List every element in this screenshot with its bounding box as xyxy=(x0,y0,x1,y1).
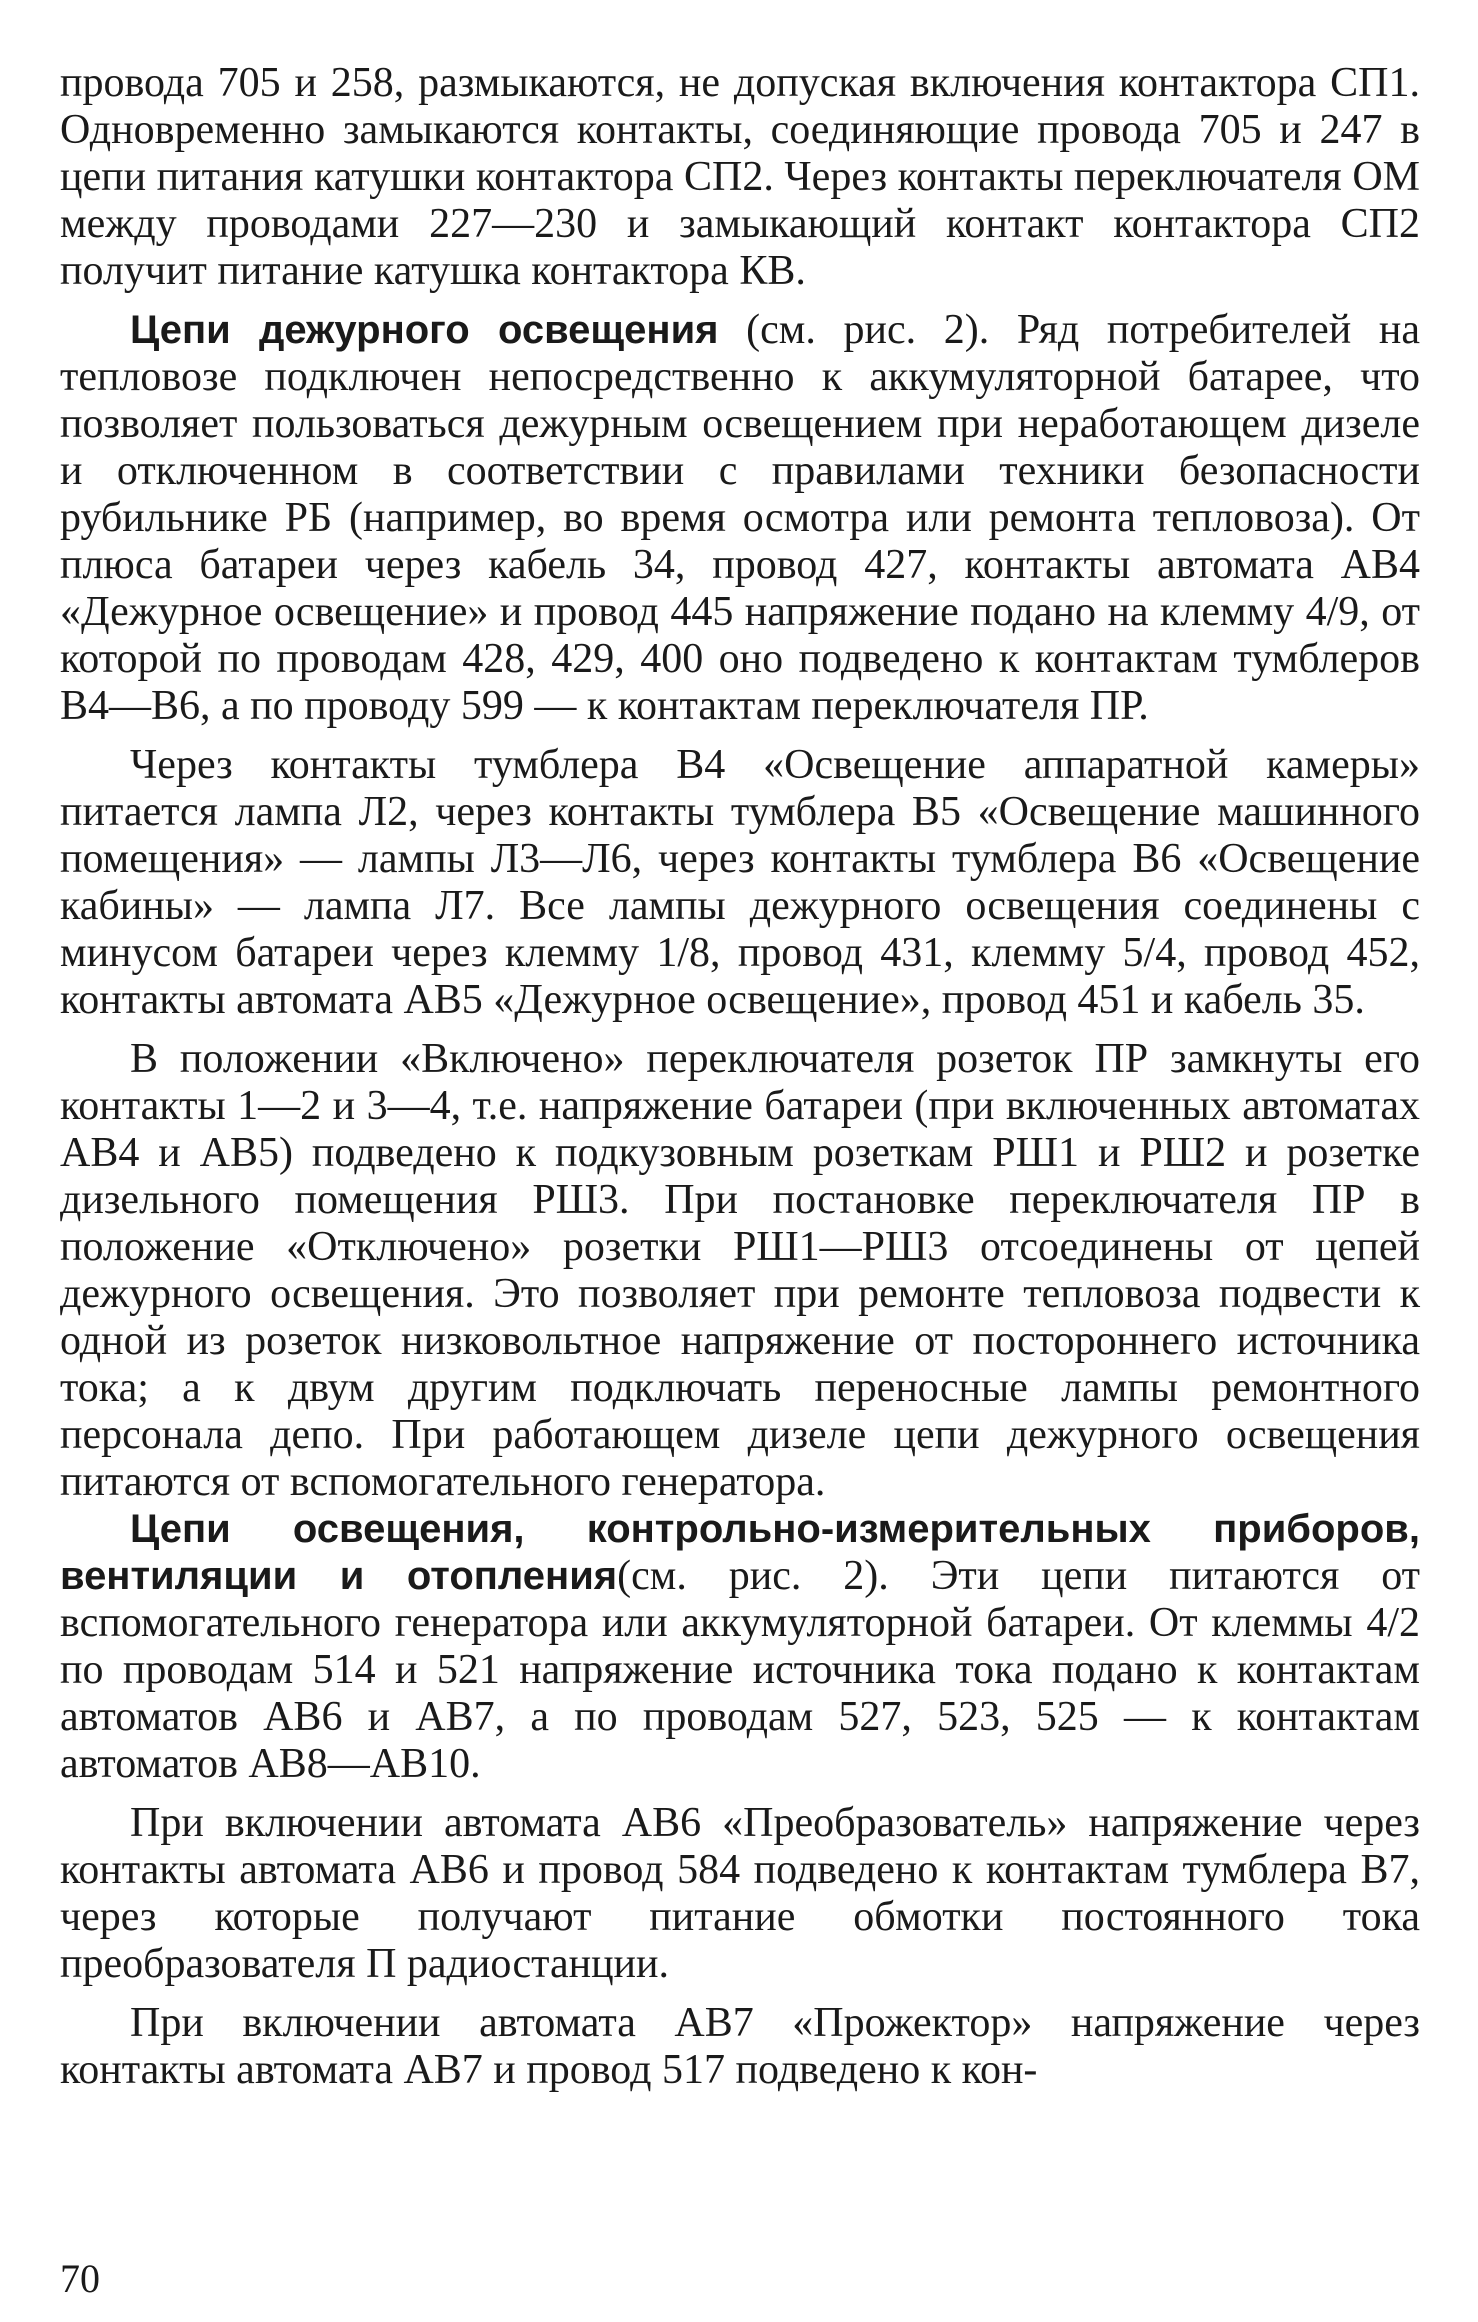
section-heading-standby-lighting: Цепи дежурного освещения xyxy=(130,308,719,352)
paragraph-text: При включении автомата АВ7 «Прожектор» напряжение через контакты автомата АВ7 и провод 517 подведено к кон- xyxy=(60,2000,1420,2093)
paragraph-text: (см. рис. 2). Ряд потребителей на тепловозе подключен непосредственно к аккумуляторной батарее, что позволяет пользоваться дежурным освещением при неработающем дизеле и отключенном в соответствии с правилами техники безопасности рубильнике РБ (например, во время осмотра или ремонта тепловоза). От плюса батареи через кабель 34, провод 427, контакты автомата АВ4 «Дежурное освещение» и провод 445 напряжение подано на клемму 4/9, от которой по проводам 428, 429, 400 оно подведено к контактам тумблеров В4—В6, а по проводу 599 — к контактам переключателя ПР. xyxy=(60,307,1420,729)
paragraph-6 xyxy=(60,1800,1420,1988)
page-number: 70 xyxy=(60,2256,100,2301)
paragraph-text: (см. рис. 2). Эти цепи питаются от вспомогательного генератора или аккумуляторной батареи. От клеммы 4/2 по проводам 514 и 521 напряжение источника тока подано к контактам автоматов АВ6 и АВ7, а по проводам 527, 523, 525 — к контактам автоматов АВ8—АВ10. xyxy=(60,1553,1421,1787)
paragraph-2 xyxy=(60,307,1420,730)
paragraph-4 xyxy=(60,1036,1420,1506)
paragraph-7 xyxy=(60,2000,1420,2094)
paragraph-1 xyxy=(60,60,1420,295)
paragraph-text: провода 705 и 258, размыкаются, не допуская включения контактора СП1. Одновременно замыкаются контакты, соединяющие провода 705 и 247 в цепи питания катушки контактора СП2. Через контакты переключателя ОМ между проводами 227—230 и замыкающий контакт контактора СП2 получит питание катушка контактора КВ. xyxy=(60,60,1420,294)
section-heading-lighting-instruments: Цепи освещения, контрольно-измерительных приборов, вентиляции и отопления xyxy=(60,1507,1420,1598)
paragraph-text: Через контакты тумблера В4 «Освещение аппаратной камеры» питается лампа Л2, через контакты тумблера В5 «Освещение машинного помещения» — лампы Л3—Л6, через контакты тумблера В6 «Освещение кабины» — лампа Л7. Все лампы дежурного освещения соединены с минусом батареи через клемму 1/8, провод 431, клемму 5/4, провод 452, контакты автомата АВ5 «Дежурное освещение», провод 451 и кабель 35. xyxy=(60,742,1420,1023)
document-page xyxy=(60,60,1420,2320)
paragraph-text: В положении «Включено» переключателя розеток ПР замкнуты его контакты 1—2 и 3—4, т.е. напряжение батареи (при включенных автоматах АВ4 и АВ5) подведено к подкузовным розеткам РШ1 и РШ2 и розетке дизельного помещения РШ3. При постановке переключателя ПР в положение «Отключено» розетки РШ1—РШ3 отсоединены от цепей дежурного освещения. Это позволяет при ремонте тепловоза подвести к одной из розеток низковольтное напряжение от постороннего источника тока; а к двум другим подключать переносные лампы ремонтного персонала депо. При работающем дизеле цепи дежурного освещения питаются от вспомогательного генератора. xyxy=(60,1036,1420,1505)
paragraph-text: При включении автомата АВ6 «Преобразователь» напряжение через контакты автомата АВ6 и провод 584 подведено к контактам тумблера В7, через которые получают питание обмотки постоянного тока преобразователя П радиостанции. xyxy=(60,1800,1420,1987)
paragraph-5 xyxy=(60,1506,1420,1788)
paragraph-3 xyxy=(60,742,1420,1024)
